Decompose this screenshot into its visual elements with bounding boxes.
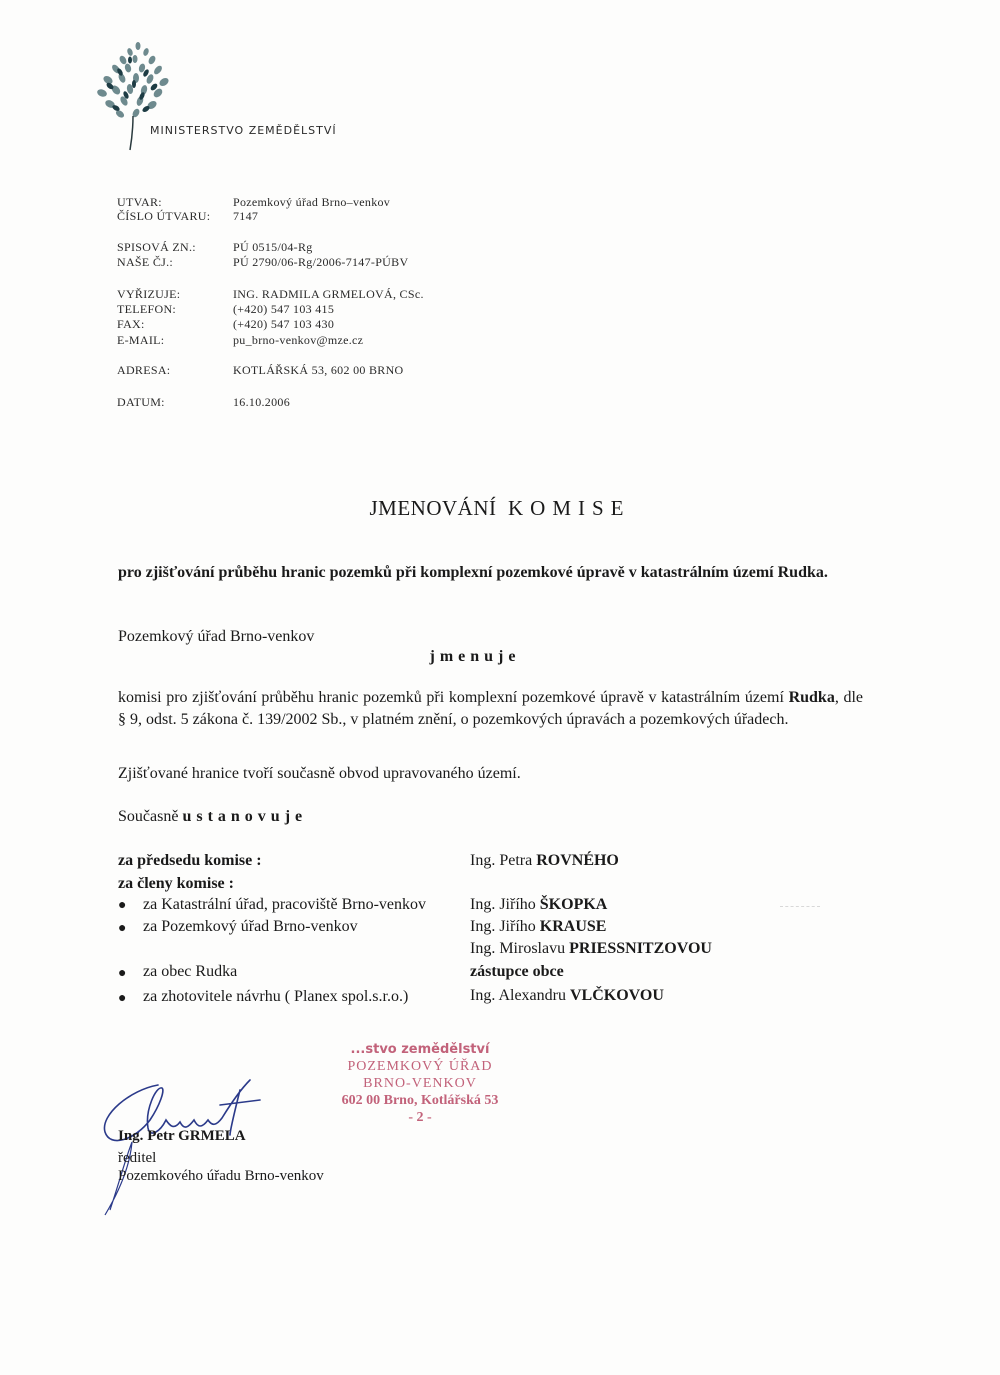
scan-mark [780, 906, 820, 907]
member-person [470, 896, 607, 914]
stamp-line-4: 602 00 Brno, Kotlářská 53 [341, 1093, 499, 1108]
ministry-name: MINISTERSTVO ZEMĚDĚLSTVÍ [150, 124, 337, 137]
member-person [470, 918, 606, 936]
field-value: 7147 [233, 209, 259, 223]
bullet-icon: ● [118, 898, 127, 913]
chair-label: za předsedu komise : [118, 852, 262, 869]
stamp-line-2: POZEMKOVÝ ÚŘAD [347, 1059, 493, 1074]
body-paragraph [118, 687, 863, 731]
chair-name: ROVNÉHO [536, 852, 619, 869]
member-title: Ing. Jiřího [470, 918, 536, 935]
member-name: VLČKOVOU [569, 987, 664, 1004]
body-bold-place: Rudka [788, 689, 835, 706]
stamp-line-1: ...stvo zemědělství [350, 1042, 490, 1057]
stamp-line-5: - 2 - [408, 1110, 432, 1125]
member-name: KRAUSE [539, 918, 607, 935]
stamp-line-3: BRNO-VENKOV [363, 1076, 477, 1091]
establishes-word: ustanovuje [182, 808, 308, 825]
field-value: pu_brno-venkov@mze.cz [233, 333, 364, 347]
member-name: PRIESSNITZOVOU [569, 940, 712, 957]
chair-title: Ing. Petra [470, 852, 533, 869]
bullet-icon: ● [118, 921, 127, 936]
member-title: Ing. Jiřího [470, 896, 536, 913]
body-pre: komisi pro zjišťování průběhu hranic pozemků při komplexní pozemkové úpravě v katastrálním území [118, 689, 789, 706]
signer-role: ředitel [118, 1150, 157, 1166]
title-part2: KOMISE [507, 496, 631, 520]
member-org: za Pozemkový úřad Brno-venkov [143, 918, 358, 935]
establishes-line [118, 806, 307, 828]
field-label: FAX: [117, 317, 145, 331]
signer-title: Ing. [118, 1128, 144, 1144]
bullet-icon: ● [118, 966, 127, 981]
field-value: ING. RADMILA GRMELOVÁ, CSc. [233, 287, 424, 301]
field-value: KOTLÁŘSKÁ 53, 602 00 BRNO [233, 363, 404, 377]
bullet-icon: ● [118, 991, 127, 1006]
title-part1: JMENOVÁNÍ [369, 496, 497, 520]
field-value: PÚ 0515/04-Rg [233, 240, 313, 254]
field-value: 16.10.2006 [233, 395, 290, 409]
member-org: za zhotovitele návrhu ( Planex spol.s.r.o.) [143, 988, 409, 1005]
appoints-word: jmenuje [429, 648, 521, 665]
member-org: za obec Rudka [143, 963, 238, 980]
field-label: E-MAIL: [117, 333, 165, 347]
body-post: , dle § 9, odst. 5 zákona č. 139/2002 Sb., v platném znění, o pozemkových úpravách a pozemkových úřadech. [118, 689, 864, 728]
field-value: PÚ 2790/06-Rg/2006-7147-PÚBV [233, 255, 409, 269]
signer-name [118, 1128, 246, 1145]
member-title: Ing. Miroslavu [470, 940, 566, 957]
field-value: (+420) 547 103 415 [233, 302, 335, 316]
field-label: DATUM: [117, 395, 165, 409]
member-org: za Katastrální úřad, pracoviště Brno-venkov [143, 896, 427, 913]
member-title: Ing. Alexandru [470, 987, 566, 1004]
field-value: Pozemkový úřad Brno–venkov [233, 195, 391, 209]
signer-full-name: Petr GRMELA [147, 1128, 246, 1144]
office-stamp [320, 1041, 520, 1126]
office-line: Pozemkový úřad Brno-venkov [118, 628, 315, 645]
signer-org: Pozemkového úřadu Brno-venkov [118, 1168, 324, 1184]
member-person [470, 987, 664, 1005]
field-label: SPISOVÁ ZN.: [117, 240, 196, 254]
member-name: ŠKOPKA [539, 896, 608, 913]
field-value: (+420) 547 103 430 [233, 317, 335, 331]
field-label: VYŘIZUJE: [117, 287, 181, 301]
field-label: TELEFON: [117, 302, 177, 316]
field-label: ČÍSLO ÚTVARU: [117, 209, 211, 223]
field-label: UTVAR: [117, 195, 162, 209]
member-person [470, 940, 712, 958]
field-label: NAŠE ČJ.: [117, 255, 174, 269]
document-title [0, 496, 1000, 521]
establishes-prefix: Současně [118, 808, 179, 825]
boundary-note: Zjišťované hranice tvoří současně obvod upravovaného území. [118, 765, 521, 782]
document-subject: pro zjišťování průběhu hranic pozemků při komplexní pozemkové úpravě v katastrálním území Rudka. [118, 564, 828, 581]
chair-person [470, 852, 619, 870]
members-label: za členy komise : [118, 875, 234, 892]
field-label: ADRESA: [117, 363, 171, 377]
member-name: zástupce obce [470, 963, 564, 980]
